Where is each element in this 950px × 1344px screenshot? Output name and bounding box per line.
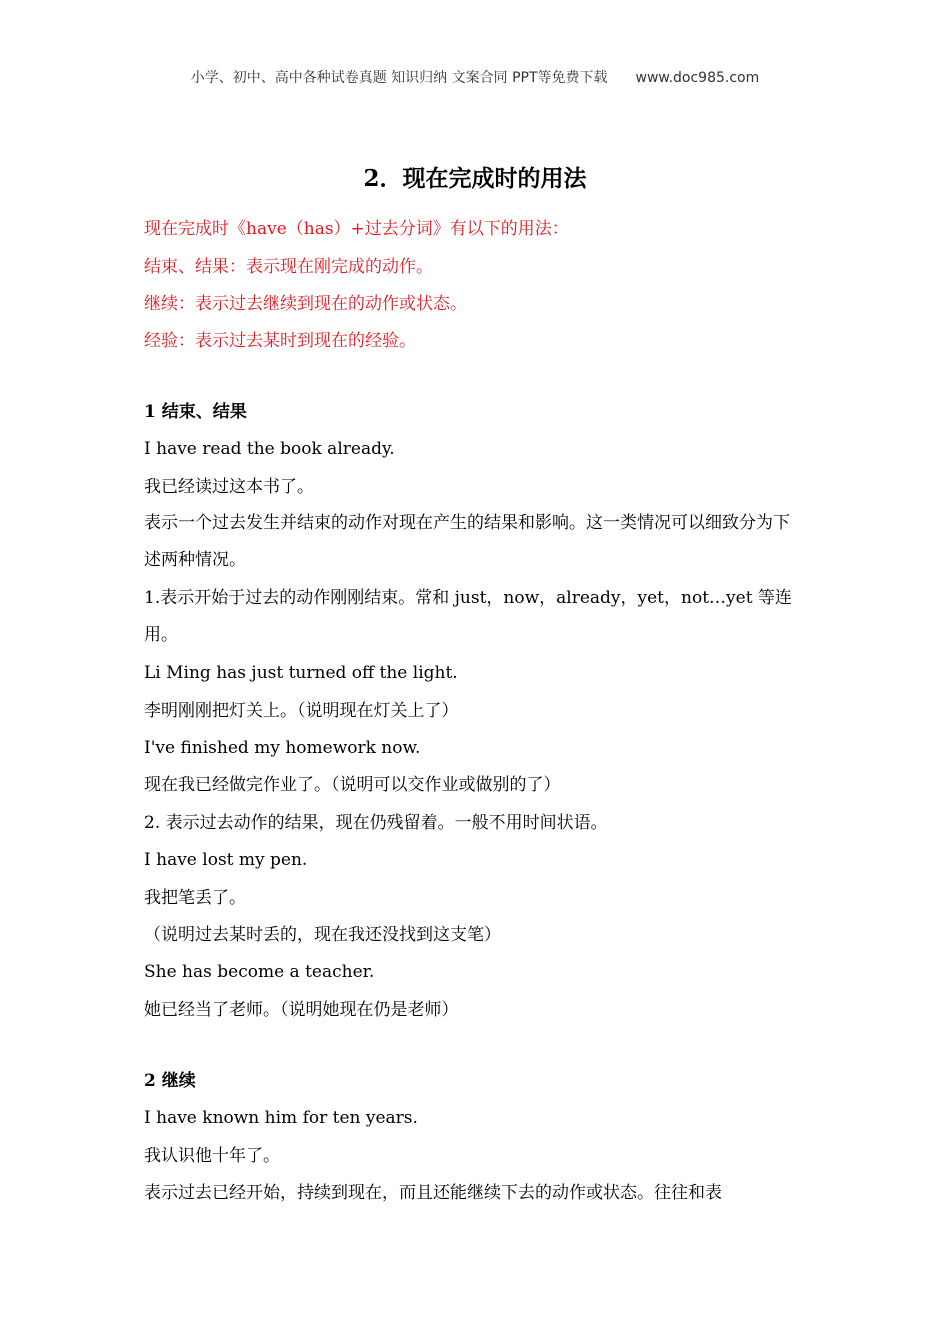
section1-ex1-zh: 李明刚刚把灯关上。（说明现在灯关上了） — [144, 701, 459, 721]
section1-ex3-note: （说明过去某时丢的，现在我还没找到这支笔） — [144, 925, 501, 945]
page-title: 2．现在完成时的用法 — [363, 165, 587, 192]
section1-ex1-en: Li Ming has just turned off the light. — [144, 663, 458, 683]
intro-line-2: 结束、结果：表示现在刚完成的动作。 — [144, 257, 433, 277]
section2-explanation: 表示过去已经开始，持续到现在，而且还能继续下去的动作或状态。往往和表 — [144, 1183, 722, 1203]
intro-line-1: 现在完成时《have（has）+过去分词》有以下的用法： — [144, 219, 569, 239]
page-header — [0, 67, 950, 87]
section1-heading: 1 结束、结果 — [144, 402, 247, 422]
section1-ex4-en: She has become a teacher. — [144, 962, 375, 982]
section1-ex3-zh: 我把笔丢了。 — [144, 888, 246, 908]
section1-example-zh: 我已经读过这本书了。 — [144, 477, 314, 497]
section1-point2: 2. 表示过去动作的结果，现在仍残留着。一般不用时间状语。 — [144, 813, 608, 833]
section1-ex2-zh: 现在我已经做完作业了。（说明可以交作业或做别的了） — [144, 775, 561, 795]
intro-line-4: 经验：表示过去某时到现在的经验。 — [144, 331, 416, 351]
section1-ex2-en: I've finished my homework now. — [144, 738, 421, 758]
section2-example-en: I have known him for ten years. — [144, 1108, 418, 1128]
section1-ex4-zh: 她已经当了老师。（说明她现在仍是老师） — [144, 1000, 459, 1020]
section1-ex3-en: I have lost my pen. — [144, 850, 308, 870]
header-tagline: 小学、初中、高中各种试卷真题 知识归纳 文案合同 PPT等免费下载 — [190, 70, 608, 86]
section1-example-en: I have read the book already. — [144, 439, 395, 459]
section1-point1: 1.表示开始于过去的动作刚刚结束。常和 just，now，already，yet，not…yet 等连用。 — [144, 588, 792, 645]
section2-example-zh: 我认识他十年了。 — [144, 1146, 280, 1166]
section2-heading: 2 继续 — [144, 1071, 196, 1091]
intro-line-3: 继续：表示过去继续到现在的动作或状态。 — [144, 294, 467, 314]
header-site-link[interactable]: www.doc985.com — [635, 70, 760, 86]
section1-explanation: 表示一个过去发生并结束的动作对现在产生的结果和影响。这一类情况可以细致分为下述两种情况。 — [144, 513, 790, 570]
